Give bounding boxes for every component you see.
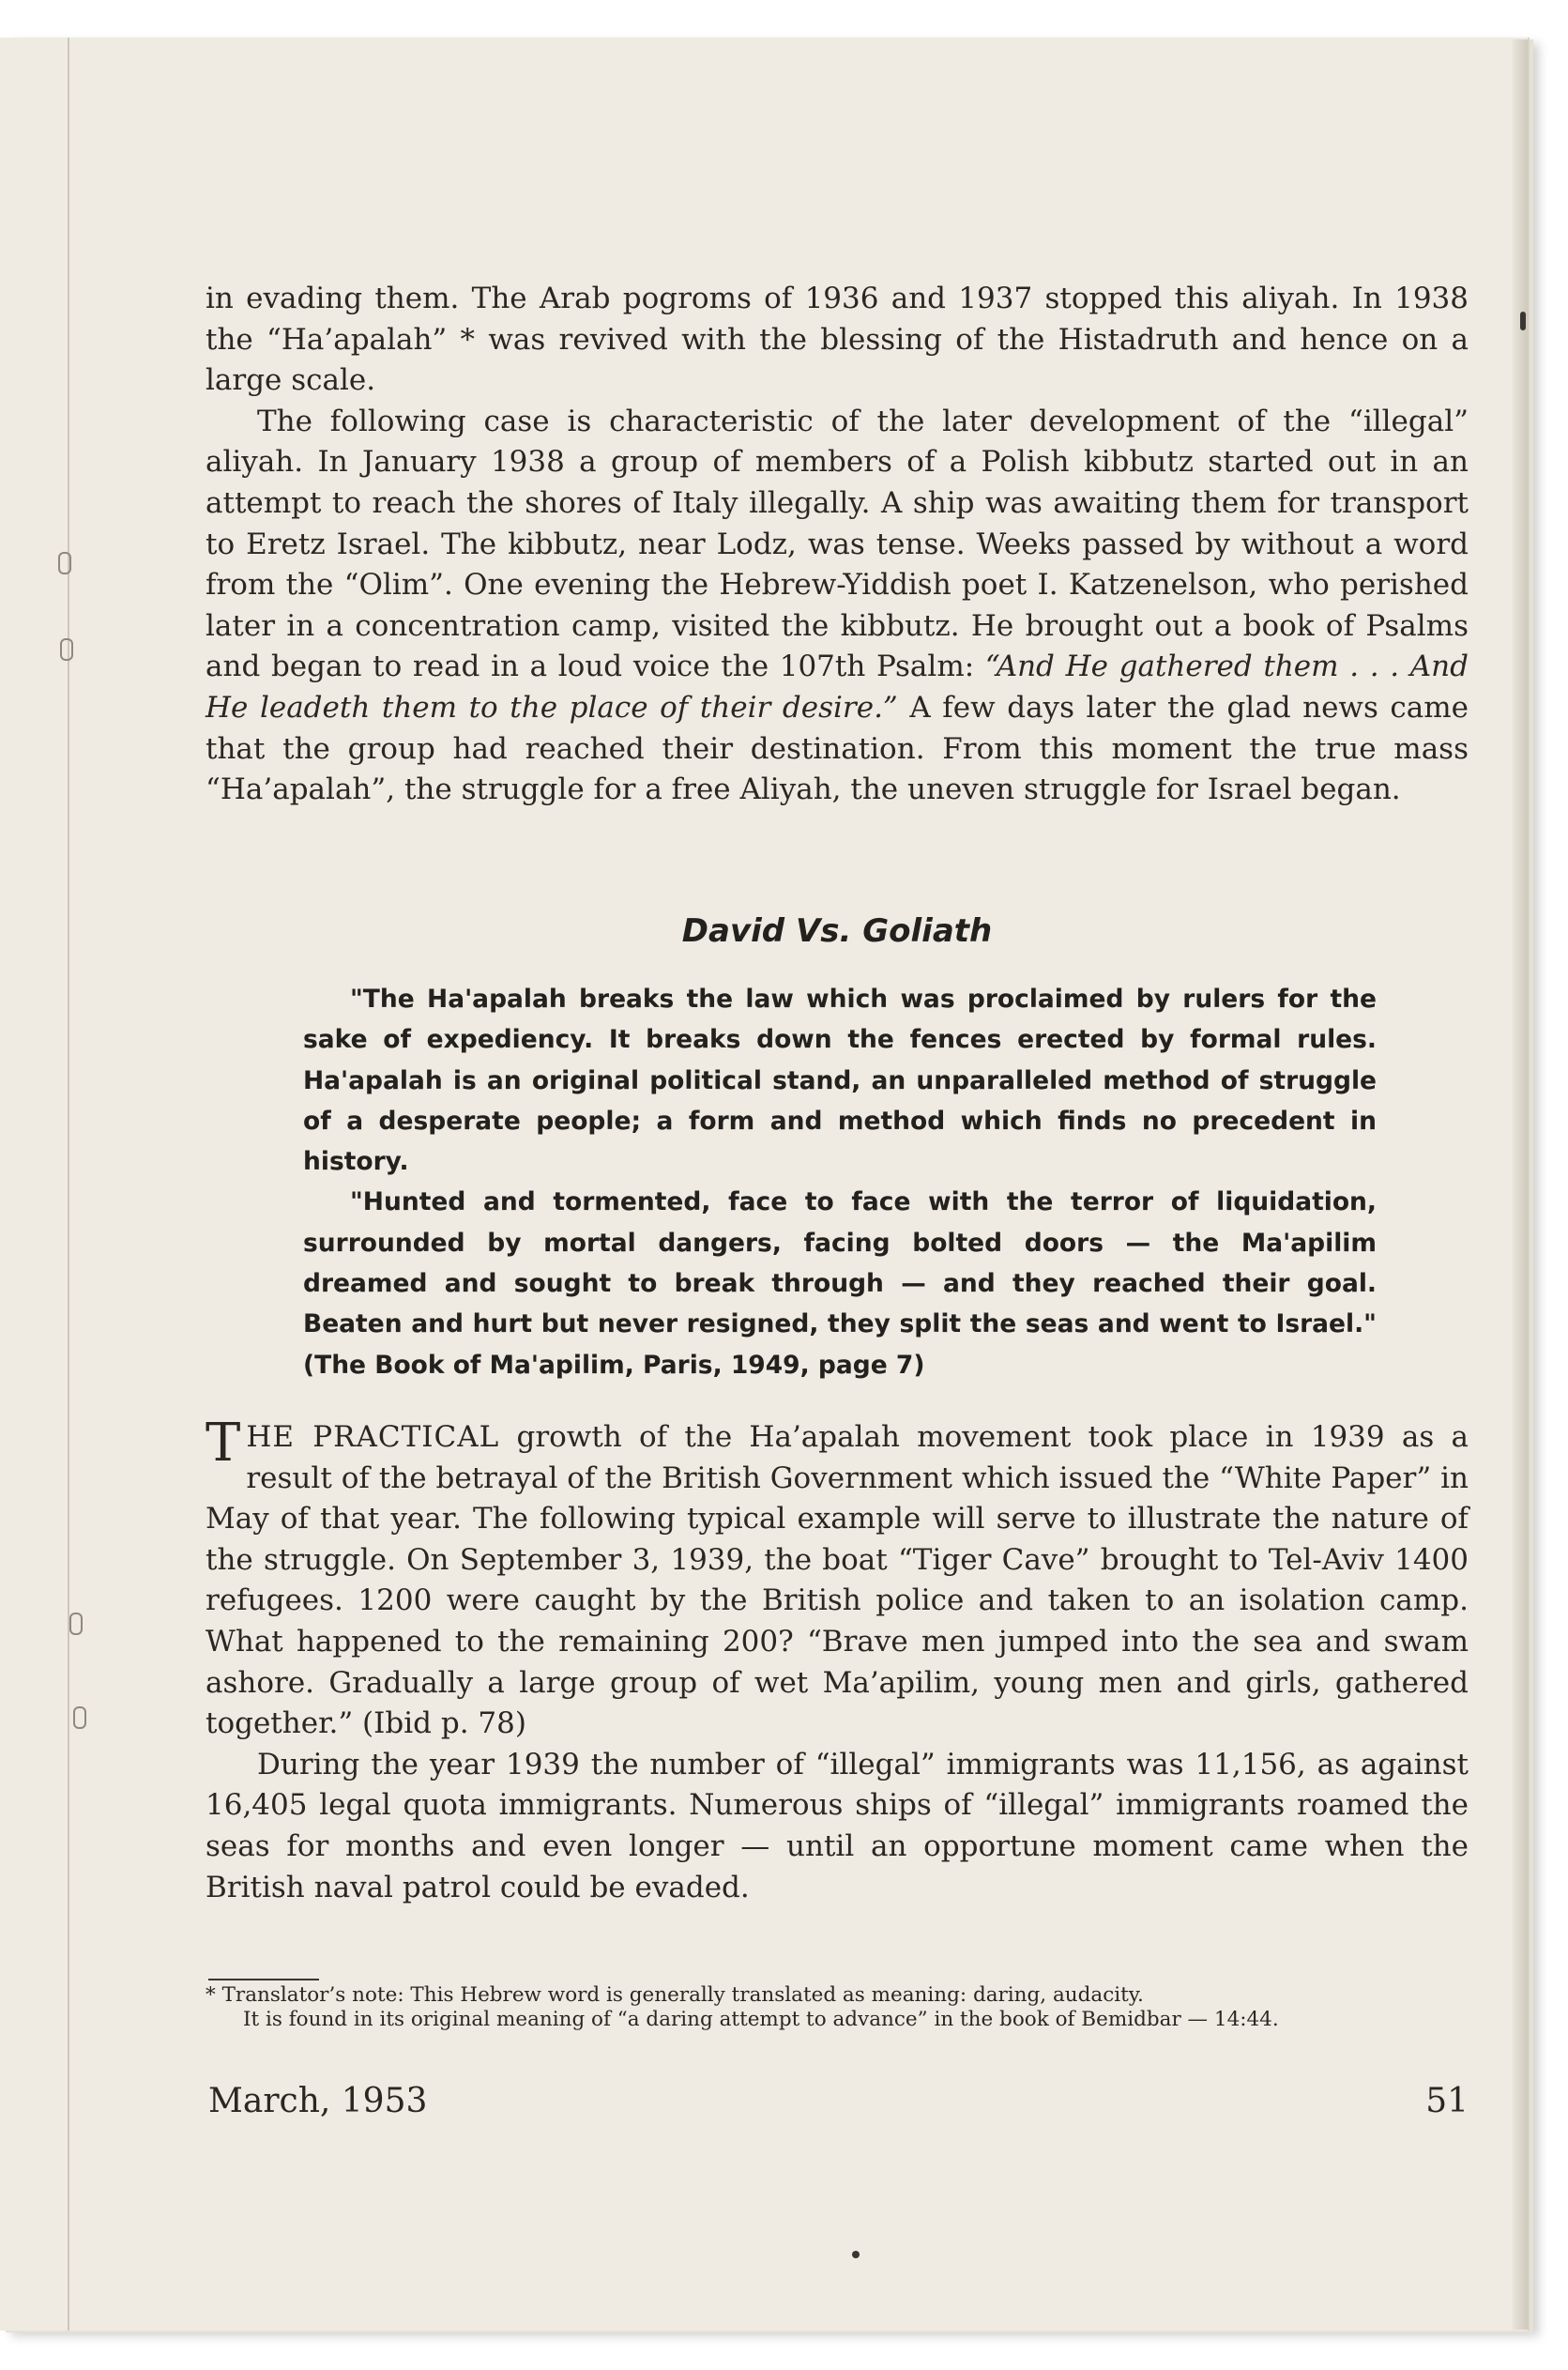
paragraph-text: The following case is characteristic of the later development of the “illegal” aliyah. In January 1938 a group of members of a Polish kibbutz started out in an attempt to reach the shores of Italy illegally. A ship was awaiting them for transport to Eretz Israel. The kibbutz, near Lodz, was tense. Weeks passed by without a word from the “Olim”. One evening the Hebrew-Yiddish poet I. Katzenelson, who perished later in a concentration camp, visited the kibbutz. He brought out a book of Psalms and began to read in a loud voice the 107th Psalm: — [206, 404, 1469, 684]
block-quote — [303, 979, 1377, 1385]
binding-ring-mark — [69, 1613, 83, 1635]
drop-cap: T — [206, 1413, 241, 1474]
paragraph: During the year 1939 the number of “illegal” immigrants was 11,156, as against 16,405 legal quota immigrants. Numerous ships of “illegal” immigrants roamed the seas for months and even longer — until an opportune moment came when the British naval patrol could be evaded. — [206, 1747, 1469, 1904]
quote-paragraph: "The Ha'apalah breaks the law which was proclaimed by rulers for the sake of expediency. It breaks down the fences erected by formal rules. Ha'apalah is an original political stand, an unparalleled method of struggle of a desperate people; a form and method which finds no precedent in history. — [303, 985, 1377, 1177]
lead-in: HE PRACTICAL — [246, 1420, 500, 1454]
paragraph-olim — [206, 402, 1469, 811]
paragraph-text: A few days later the glad news came that the group had reached their destination. From this moment the true mass “Ha’apalah”, the struggle for a free Aliyah, the uneven struggle for Israel began. — [206, 690, 1469, 807]
paper-speck — [852, 2251, 860, 2258]
footnote — [206, 1983, 1472, 2032]
footnote-rule — [208, 1979, 319, 1980]
footnote-line: * Translator’s note: This Hebrew word is generally translated as meaning: daring, audacity. — [206, 1983, 1144, 2007]
paragraph: in evading them. The Arab pogroms of 1936 and 1937 stopped this aliyah. In 1938 the “Ha’apalah” * was revived with the blessing of the Histadruth and hence on a large scale. — [206, 282, 1469, 398]
quote-paragraph: "Hunted and tormented, face to face with the terror of liquidation, surrounded by mortal dangers, facing bolted doors — the Ma'apilim dreamed and sought to break through — and they reached their goal. Beaten and hurt but never resigned, they split the seas and went to Israel." (The Book of Ma'apilim, Paris, 1949, page 7) — [303, 1187, 1377, 1380]
body-text-top — [206, 279, 1469, 811]
paper-speck — [1520, 312, 1526, 330]
paragraph-practical — [206, 1413, 1469, 1745]
footer-date: March, 1953 — [208, 2082, 428, 2120]
page-edge — [1513, 39, 1528, 2330]
section-heading: David Vs. Goliath — [681, 912, 993, 950]
binding-fold — [68, 38, 69, 2331]
binding-ring-mark — [60, 638, 73, 661]
footnote-line: It is found in its original meaning of “a daring attempt to advance” in the book of Bemidbar — 14:44. — [243, 2008, 1279, 2031]
binding-ring-mark — [73, 1706, 86, 1729]
page-number: 51 — [1425, 2082, 1469, 2120]
psalm-quote: “And He gathered them . . . And He leadeth them to the place of their desire.” — [206, 650, 1469, 725]
binding-ring-mark — [58, 552, 71, 574]
paragraph-text: growth of the Ha’apalah movement took place in 1939 as a result of the betrayal of the British Government which issued the “White Paper” in May of that year. The following typical example will serve to illustrate the nature of the struggle. On September 3, 1939, the boat “Tiger Cave” brought to Tel-Aviv 1400 refugees. 1200 were caught by the British police and taken to an isolation camp. What happened to the remaining 200? “Brave men jumped into the sea and swam ashore. Gradually a large group of wet Ma’apilim, young men and girls, gathered together.” (Ibid p. 78) — [206, 1420, 1469, 1741]
body-text-bottom — [206, 1413, 1469, 1908]
